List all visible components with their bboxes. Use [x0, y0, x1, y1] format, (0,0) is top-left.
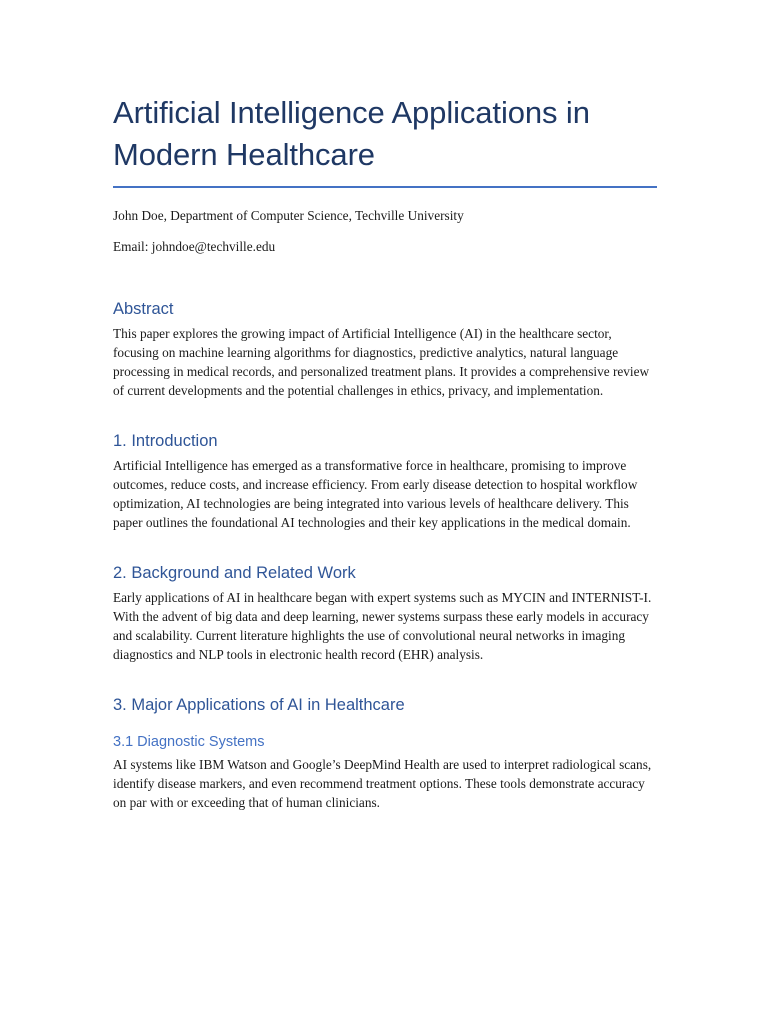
section-background	[113, 562, 657, 664]
section-body: This paper explores the growing impact of Artificial Intelligence (AI) in the healthcare sector, focusing on machine learning algorithms for diagnostics, predictive analytics, natural language processing in medical records, and personalized treatment plans. It provides a comprehensive review of current developments and the potential challenges in ethics, privacy, and implementation.	[113, 326, 650, 398]
email-line: Email: johndoe@techville.edu	[113, 239, 276, 254]
section-heading: Abstract	[113, 300, 174, 318]
section-introduction	[113, 430, 657, 532]
section-heading: 1. Introduction	[113, 432, 218, 450]
section-body: Early applications of AI in healthcare began with expert systems such as MYCIN and INTERNIST-I. With the advent of big data and deep learning, newer systems surpass these early models in accuracy and scalability. Current literature highlights the use of convolutional neural networks in imaging diagnostics and NLP tools in electronic health record (EHR) analysis.	[113, 590, 652, 662]
author-line: John Doe, Department of Computer Science, Techville University	[113, 208, 464, 223]
subsection-heading: 3.1 Diagnostic Systems	[113, 734, 265, 750]
section-body: Artificial Intelligence has emerged as a transformative force in healthcare, promising to improve outcomes, reduce costs, and increase efficiency. From early disease detection to hospital workflow optimization, AI technologies are being integrated into various levels of healthcare delivery. This paper outlines the foundational AI technologies and their key applications in the medical domain.	[113, 458, 638, 530]
section-major-applications	[113, 694, 657, 812]
section-abstract	[113, 298, 657, 400]
subsection-diagnostic-systems	[113, 732, 657, 812]
section-heading: 3. Major Applications of AI in Healthcare	[113, 696, 405, 714]
section-heading: 2. Background and Related Work	[113, 564, 356, 582]
subsection-body: AI systems like IBM Watson and Google’s DeepMind Health are used to interpret radiological scans, identify disease markers, and even recommend treatment options. These tools demonstrate accuracy on par with or exceeding that of human clinicians.	[113, 757, 652, 810]
document-title: Artificial Intelligence Applications in Modern Healthcare	[113, 95, 590, 172]
document-page	[113, 92, 657, 812]
title-divider	[113, 186, 657, 188]
